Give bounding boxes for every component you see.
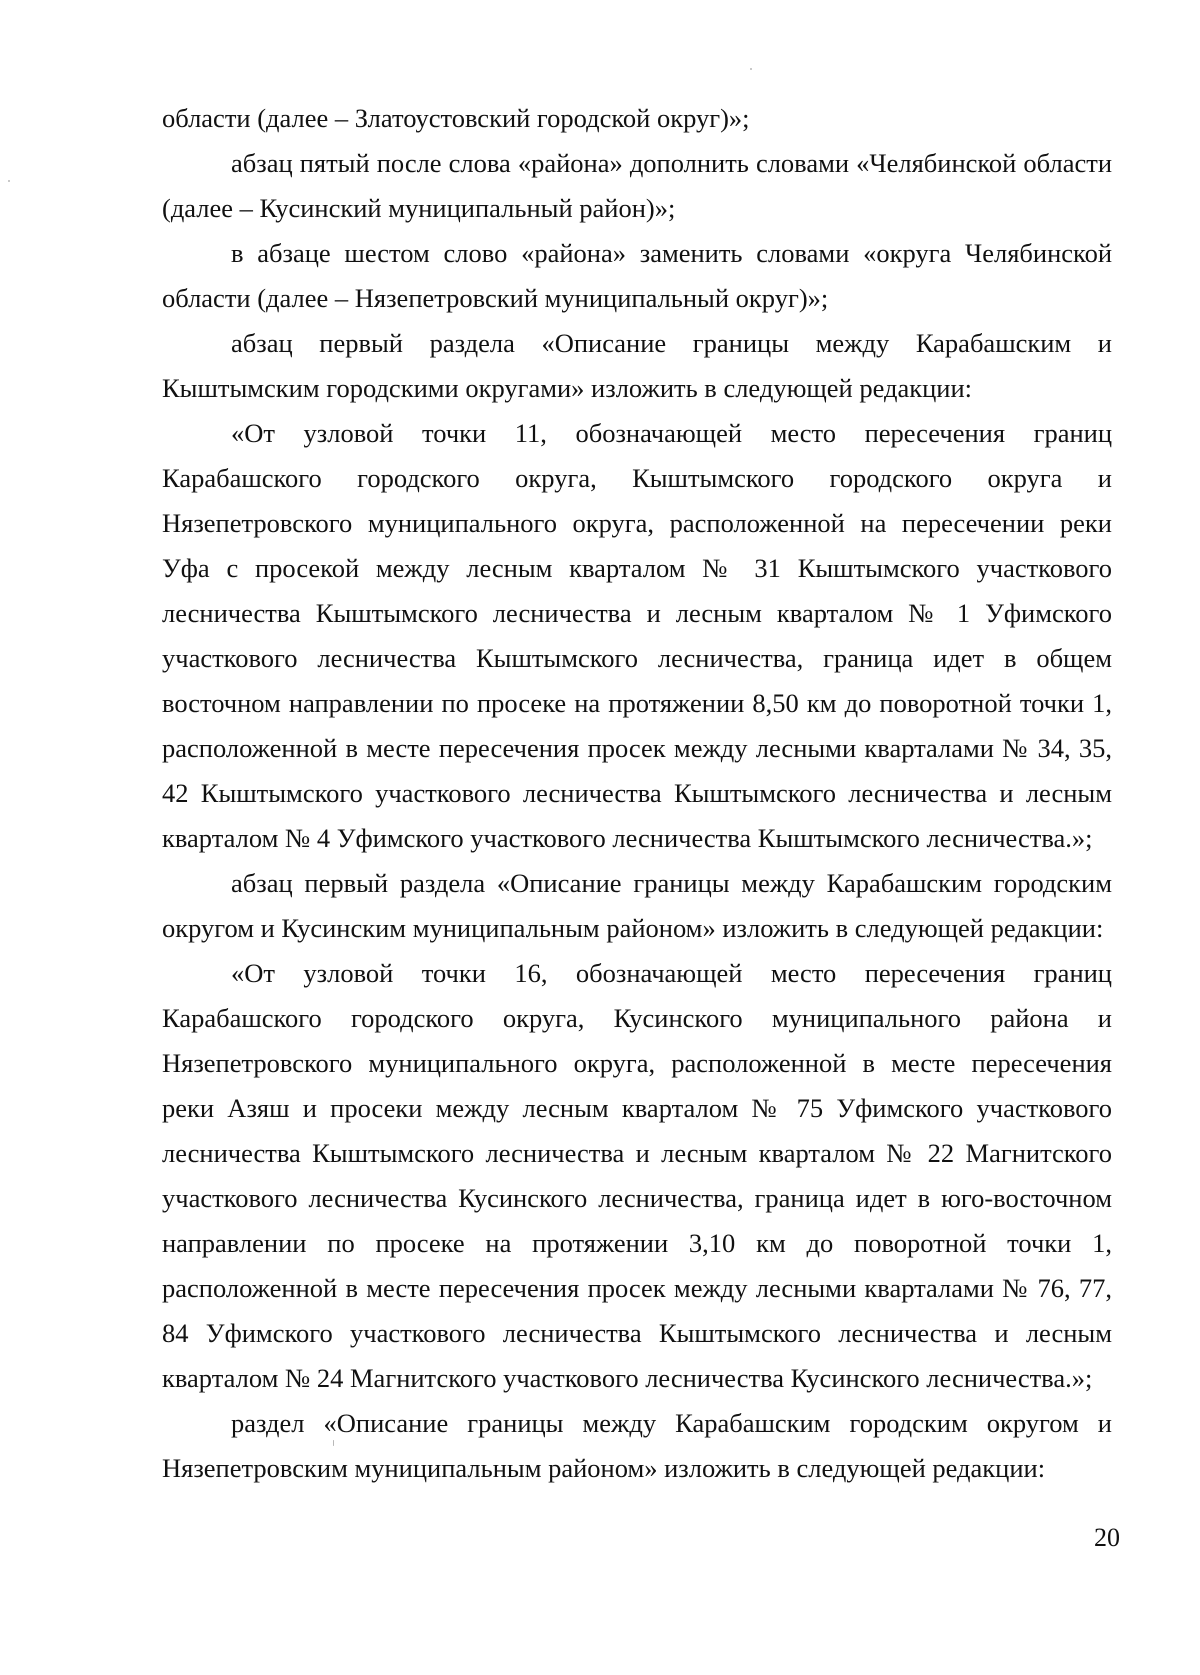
paragraph-2: абзац пятый после слова «района» дополнить словами «Челябинской области (далее – Кусинский муниципальный район)»; — [162, 148, 1112, 223]
document-body — [162, 96, 1112, 1491]
scan-speck — [750, 68, 752, 70]
paragraph-7: «От узловой точки 16, обозначающей место пересечения границ Карабашского городского округа, Кусинского муниципального района и Нязепетровского муниципального округа, расположенной в месте пересечения реки Азяш и просеки между лесным кварталом № 75 Уфимского участкового лесничества Кыштымского лесничества и лесным кварталом № 22 Магнитского участкового лесничества Кусинского лесничества, граница идет в юго-восточном направлении по просеке на протяжении 3,10 км до поворотной точки 1, расположенной в месте пересечения просек между лесными кварталами № 76, 77, 84 Уфимского участкового лесничества Кыштымского лесничества и лесным кварталом № 24 Магнитского участкового лесничества Кусинского лесничества.»; — [162, 958, 1112, 1393]
paragraph-5: «От узловой точки 11, обозначающей место пересечения границ Карабашского городского округа, Кыштымского городского округа и Нязепетровского муниципального округа, расположенной на пересечении реки Уфа с просекой между лесным кварталом № 31 Кыштымского участкового лесничества Кыштымского лесничества и лесным кварталом № 1 Уфимского участкового лесничества Кыштымского лесничества, граница идет в общем восточном направлении по просеке на протяжении 8,50 км до поворотной точки 1, расположенной в месте пересечения просек между лесными кварталами № 34, 35, 42 Кыштымского участкового лесничества Кыштымского лесничества и лесным кварталом № 4 Уфимского участкового лесничества Кыштымского лесничества.»; — [162, 418, 1112, 853]
paragraph-4: абзац первый раздела «Описание границы между Карабашским и Кыштымским городскими округами» изложить в следующей редакции: — [162, 328, 1112, 403]
paragraph-6: абзац первый раздела «Описание границы между Карабашским городским округом и Кусинским муниципальным районом» изложить в следующей редакции: — [162, 868, 1112, 943]
page-number: 20 — [1094, 1523, 1120, 1552]
paragraph-3: в абзаце шестом слово «района» заменить словами «округа Челябинской области (далее – Нязепетровский муниципальный округ)»; — [162, 238, 1112, 313]
paragraph-1: области (далее – Златоустовский городской округ)»; — [162, 103, 750, 133]
paragraph-8: раздел «Описание границы между Карабашским городским округом и Нязепетровским муниципальным районом» изложить в следующей редакции: — [162, 1408, 1112, 1483]
scan-speck — [8, 180, 10, 182]
